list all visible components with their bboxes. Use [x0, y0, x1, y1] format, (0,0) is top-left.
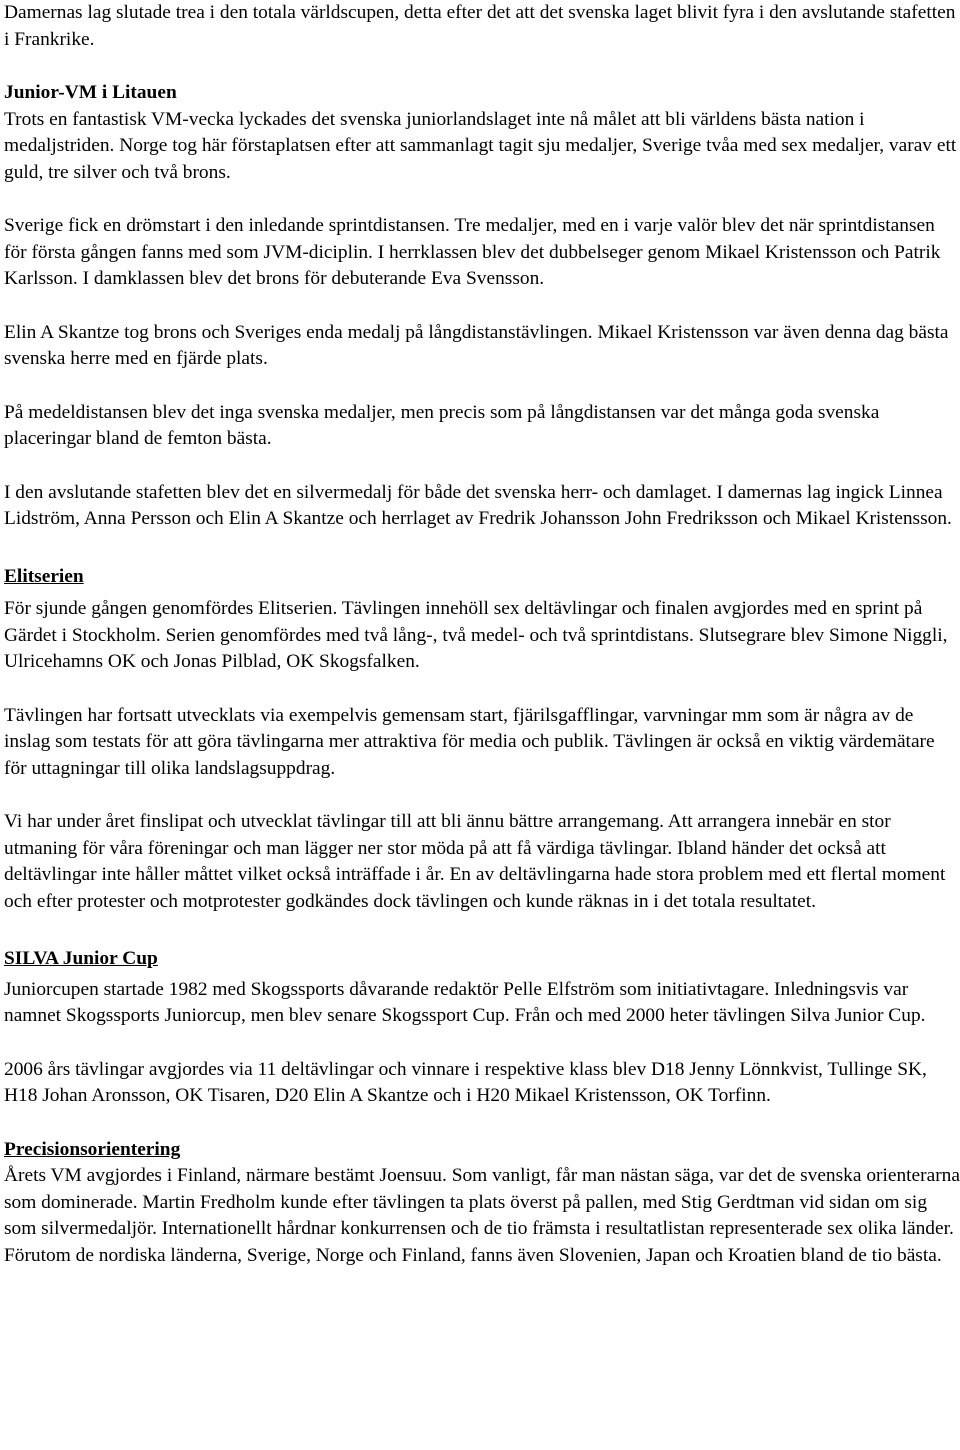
junior-vm-p2-sentence-1: Sverige fick en drömstart i den inledande sprintdistansen. [4, 215, 450, 236]
junior-vm-p2-rest: Tre medaljer, med en i varje valör blev det när sprintdistansen för första gången fanns med som JVM-diciplin. I herrklassen blev det dubbelseger genom Mikael Kristensson och Patrik Karlsson. I damklassen blev det brons för debuterande Eva Svensson. [4, 215, 941, 289]
spacer [4, 533, 960, 564]
heading-silva-junior-cup: SILVA Junior Cup [4, 948, 158, 969]
spacer [4, 53, 960, 80]
spacer [4, 676, 960, 703]
spacer [4, 293, 960, 320]
junior-vm-paragraph-3: Elin A Skantze tog brons och Sveriges enda medalj på långdistanstävlingen. Mikael Kristensson var även denna dag bästa svenska herre med en fjärde plats. [4, 321, 949, 369]
elitserien-paragraph-2: Tävlingen har fortsatt utvecklats via exempelvis gemensam start, fjärilsgafflingar, varvningar mm som är några av de inslag som testats för att göra tävlingarna mer attraktiva för media och publik. Tävlingen är också en viktig värdemätare för uttagningar till olika landslagsuppdrag. [4, 704, 935, 779]
document-page [4, 0, 960, 1269]
junior-vm-paragraph-4: På medeldistansen blev det inga svenska medaljer, men precis som på långdistansen var det många goda svenska placeringar bland de femton bästa. [4, 401, 880, 449]
heading-precisionsorientering: Precisionsorientering [4, 1138, 181, 1160]
precision-paragraph-1: Årets VM avgjordes i Finland, närmare bestämt Joensuu. Som vanligt, får man nästan säga, var det de svenska orienterarna som dominerade. Martin Fredholm kunde efter tävlingen ta plats överst på pallen, med Stig Gerdtman vid sidan om sig som silvermedaljör. Internationellt hårdnar konkurrensen och de tio främsta i resultatlistan representerade sex olika länder. Förutom de nordiska länderna, Sverige, Norge och Finland, fanns även Slovenien, Japan och Kroatien bland de tio bästa. [4, 1165, 960, 1266]
heading-junior-vm: Junior-VM i Litauen [4, 82, 177, 103]
junior-vm-paragraph-1 [4, 107, 960, 187]
spacer [4, 453, 960, 480]
elitserien-paragraph-3: Vi har under året finslipat och utvecklat tävlingar till att bli ännu bättre arrangemang. Att arrangera innebär en stor utmaning för våra föreningar och man lägger ner stor möda på att få värdiga tävlingar. Ibland händer det också att deltävlingar inte håller måttet vilket också inträffade i år. En av deltävlingarna hade stora problem med ett flertal moment och efter protester och motprotester godkändes dock tävlingen och kunde räknas in i det totala resultatet. [4, 811, 946, 912]
elitserien-paragraph-1: För sjunde gången genomfördes Elitserien. Tävlingen innehöll sex deltävlingar och finalen avgjordes med en sprint på Gärdet i Stockholm. Serien genomfördes med två lång-, två medel- och två sprintdistans. Slutsegrare blev Simone Niggli, Ulricehamns OK och Jonas Pilblad, OK Skogsfalken. [4, 598, 948, 672]
spacer [4, 782, 960, 809]
junior-vm-paragraph-5: I den avslutande stafetten blev det en silvermedalj för både det svenska herr- och damlaget. I damernas lag ingick Linnea Lidström, Anna Persson och Elin A Skantze och herrlaget av Fredrik Johansson John Fredriksson och Mikael Kristensson. [4, 481, 952, 529]
spacer [4, 186, 960, 213]
silva-paragraph-1: Juniorcupen startade 1982 med Skogssports dåvarande redaktör Pelle Elfström som initiativtagare. Inledningsvis var namnet Skogssports Juniorcup, men blev senare Skogssport Cup. Från och med 2000 heter tävlingen Silva Junior Cup. [4, 978, 926, 1026]
junior-vm-paragraph-2 [4, 213, 960, 293]
heading-elitserien: Elitserien [4, 565, 84, 587]
intro-paragraph: Damernas lag slutade trea i den totala världscupen, detta efter det att det svenska laget blivit fyra i den avslutande stafetten i Frankrike. [4, 2, 956, 50]
spacer [4, 1030, 960, 1057]
junior-vm-p1-sentence-2: Norge tog här förstaplatsen efter att sammanlagt tagit sju medaljer, Sverige tvåa med sex medaljer, varav ett guld, tre silver och två brons. [4, 135, 957, 183]
spacer [4, 1110, 960, 1137]
junior-vm-p1-sentence-1: Trots en fantastisk VM-vecka lyckades det svenska juniorlandslaget inte nå målet att bli världens bästa nation i medaljstriden. [4, 108, 865, 156]
silva-paragraph-2: 2006 års tävlingar avgjordes via 11 deltävlingar och vinnare i respektive klass blev D18 Jenny Lönnkvist, Tullinge SK, H18 Johan Aronsson, OK Tisaren, D20 Elin A Skantze och i H20 Mikael Kristensson, OK Torfinn. [4, 1058, 927, 1106]
spacer [4, 373, 960, 400]
spacer [4, 915, 960, 946]
